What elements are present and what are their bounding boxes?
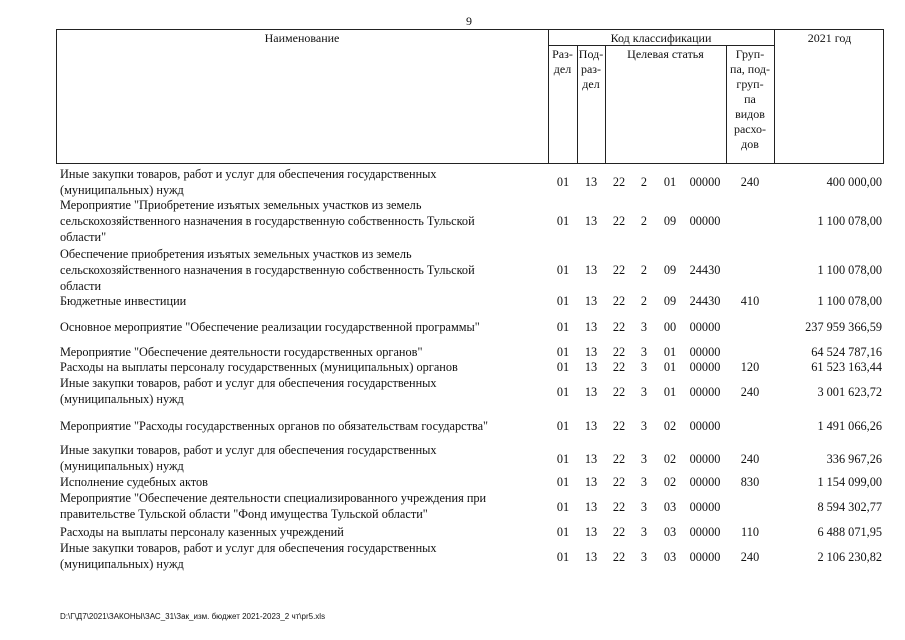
cell-target-program: 22 xyxy=(612,385,626,399)
cell-target-direction: 00000 xyxy=(689,214,721,228)
cell-podrazdel: 13 xyxy=(584,214,598,228)
cell-podrazdel: 13 xyxy=(584,360,598,374)
cell-target-event: 01 xyxy=(663,175,677,189)
cell-target-direction: 00000 xyxy=(689,475,721,489)
header-name: Наименование xyxy=(264,31,340,45)
cell-target-program: 22 xyxy=(612,500,626,514)
cell-target-event: 02 xyxy=(663,475,677,489)
cell-podrazdel: 13 xyxy=(584,263,598,277)
cell-target-event: 02 xyxy=(663,452,677,466)
cell-razdel: 01 xyxy=(556,385,570,399)
cell-target-event: 03 xyxy=(663,525,677,539)
cell-target-type: 3 xyxy=(640,360,648,374)
cell-podrazdel: 13 xyxy=(584,345,598,359)
header-vid: Груп- па, под- груп- па видов расхо- дов xyxy=(730,47,770,151)
cell-vid: 240 xyxy=(740,385,760,399)
cell-podrazdel: 13 xyxy=(584,550,598,564)
cell-target-type: 3 xyxy=(640,550,648,564)
cell-podrazdel: 13 xyxy=(584,175,598,189)
page-number: 9 xyxy=(466,14,472,28)
cell-target-direction: 24430 xyxy=(689,263,721,277)
cell-amount: 400 000,00 xyxy=(826,175,882,189)
cell-target-direction: 24430 xyxy=(689,294,721,308)
cell-podrazdel: 13 xyxy=(584,452,598,466)
cell-target-program: 22 xyxy=(612,345,626,359)
cell-target-event: 03 xyxy=(663,500,677,514)
row-name: Расходы на выплаты персоналу казенных учреждений xyxy=(60,525,344,539)
cell-vid: 240 xyxy=(740,452,760,466)
cell-podrazdel: 13 xyxy=(584,419,598,433)
header-year: 2021 год xyxy=(807,31,852,45)
row-name: Иные закупки товаров, работ и услуг для обеспечения государственных (муниципальных) нужд xyxy=(60,376,437,406)
cell-razdel: 01 xyxy=(556,452,570,466)
cell-target-type: 2 xyxy=(640,263,648,277)
cell-vid: 240 xyxy=(740,175,760,189)
cell-target-direction: 00000 xyxy=(689,525,721,539)
header-razdel: Раз- дел xyxy=(552,47,573,76)
row-name: Иные закупки товаров, работ и услуг для обеспечения государственных (муниципальных) нужд xyxy=(60,167,437,197)
row-name: Мероприятие "Обеспечение деятельности государственных органов" xyxy=(60,345,423,359)
cell-target-type: 2 xyxy=(640,214,648,228)
cell-target-program: 22 xyxy=(612,175,626,189)
cell-amount: 336 967,26 xyxy=(826,452,882,466)
cell-razdel: 01 xyxy=(556,475,570,489)
cell-target-direction: 00000 xyxy=(689,320,721,334)
cell-target-type: 2 xyxy=(640,175,648,189)
row-name: Иные закупки товаров, работ и услуг для обеспечения государственных (муниципальных) нужд xyxy=(60,443,437,473)
header-podrazdel: Под- раз- дел xyxy=(578,47,604,91)
row-name: Мероприятие "Расходы государственных органов по обязательствам государства" xyxy=(60,419,489,433)
cell-target-type: 3 xyxy=(640,475,648,489)
row-name: Иные закупки товаров, работ и услуг для обеспечения государственных (муниципальных) нужд xyxy=(60,541,437,571)
cell-razdel: 01 xyxy=(556,345,570,359)
cell-target-program: 22 xyxy=(612,320,626,334)
cell-target-type: 3 xyxy=(640,419,648,433)
cell-target-direction: 00000 xyxy=(689,360,721,374)
cell-razdel: 01 xyxy=(556,360,570,374)
header-divider xyxy=(774,29,775,164)
cell-target-program: 22 xyxy=(612,214,626,228)
row-name: Исполнение судебных актов xyxy=(60,475,208,489)
cell-target-type: 2 xyxy=(640,294,648,308)
cell-razdel: 01 xyxy=(556,175,570,189)
cell-target-program: 22 xyxy=(612,360,626,374)
row-name: Основное мероприятие "Обеспечение реализации государственной программы" xyxy=(60,320,480,334)
cell-razdel: 01 xyxy=(556,550,570,564)
row-name: Бюджетные инвестиции xyxy=(60,294,187,308)
cell-target-event: 09 xyxy=(663,294,677,308)
cell-razdel: 01 xyxy=(556,419,570,433)
cell-vid: 410 xyxy=(740,294,760,308)
row-name: Обеспечение приобретения изъятых земельных участков из земель сельскохозяйственного назначения в государственную собственность Тульской области xyxy=(60,247,475,293)
cell-target-type: 3 xyxy=(640,525,648,539)
row-name: Расходы на выплаты персоналу государственных (муниципальных) органов xyxy=(60,360,458,374)
cell-target-program: 22 xyxy=(612,525,626,539)
row-name: Мероприятие "Обеспечение деятельности специализированного учреждения при правительстве Тульской области "Фонд имущества Тульской области" xyxy=(60,491,487,521)
cell-amount: 1 100 078,00 xyxy=(817,214,882,228)
cell-target-event: 03 xyxy=(663,550,677,564)
cell-podrazdel: 13 xyxy=(584,475,598,489)
cell-target-type: 3 xyxy=(640,500,648,514)
cell-target-program: 22 xyxy=(612,419,626,433)
cell-vid: 120 xyxy=(740,360,760,374)
cell-podrazdel: 13 xyxy=(584,525,598,539)
cell-target-event: 01 xyxy=(663,385,677,399)
header-classification: Код классификации xyxy=(610,31,712,45)
cell-podrazdel: 13 xyxy=(584,385,598,399)
header-divider xyxy=(605,45,606,164)
cell-target-type: 3 xyxy=(640,320,648,334)
header-target: Целевая статья xyxy=(627,47,704,61)
cell-target-type: 3 xyxy=(640,385,648,399)
cell-razdel: 01 xyxy=(556,320,570,334)
cell-amount: 64 524 787,16 xyxy=(811,345,882,359)
cell-razdel: 01 xyxy=(556,214,570,228)
cell-target-event: 01 xyxy=(663,345,677,359)
cell-amount: 1 154 099,00 xyxy=(817,475,882,489)
cell-amount: 8 594 302,77 xyxy=(817,500,882,514)
cell-target-event: 01 xyxy=(663,360,677,374)
cell-razdel: 01 xyxy=(556,525,570,539)
cell-amount: 1 100 078,00 xyxy=(817,263,882,277)
cell-target-direction: 00000 xyxy=(689,500,721,514)
cell-vid: 110 xyxy=(741,525,759,539)
cell-target-direction: 00000 xyxy=(689,419,721,433)
cell-amount: 2 106 230,82 xyxy=(817,550,882,564)
cell-target-type: 3 xyxy=(640,345,648,359)
cell-target-direction: 00000 xyxy=(689,550,721,564)
cell-target-program: 22 xyxy=(612,475,626,489)
cell-amount: 6 488 071,95 xyxy=(817,525,882,539)
cell-razdel: 01 xyxy=(556,500,570,514)
cell-target-direction: 00000 xyxy=(689,385,721,399)
cell-amount: 1 491 066,26 xyxy=(817,419,882,433)
cell-amount: 3 001 623,72 xyxy=(817,385,882,399)
cell-target-program: 22 xyxy=(612,452,626,466)
cell-target-event: 09 xyxy=(663,263,677,277)
cell-amount: 237 959 366,59 xyxy=(805,320,882,334)
cell-target-program: 22 xyxy=(612,294,626,308)
cell-podrazdel: 13 xyxy=(584,500,598,514)
cell-target-event: 02 xyxy=(663,419,677,433)
cell-podrazdel: 13 xyxy=(584,294,598,308)
cell-target-event: 09 xyxy=(663,214,677,228)
cell-vid: 830 xyxy=(740,475,760,489)
cell-target-event: 00 xyxy=(663,320,677,334)
cell-podrazdel: 13 xyxy=(584,320,598,334)
row-name: Мероприятие "Приобретение изъятых земельных участков из земель сельскохозяйственного назначения в государственную собственность Тульской области" xyxy=(60,198,475,244)
cell-target-program: 22 xyxy=(612,550,626,564)
file-path-footer: D:\Г\Д7\2021\ЗАКОНЫ\ЗАС_31\Зак_изм. бюджет 2021-2023_2 чт\pr5.xls xyxy=(60,612,326,621)
cell-target-direction: 00000 xyxy=(689,175,721,189)
cell-amount: 1 100 078,00 xyxy=(817,294,882,308)
cell-vid: 240 xyxy=(740,550,760,564)
cell-razdel: 01 xyxy=(556,294,570,308)
cell-target-type: 3 xyxy=(640,452,648,466)
cell-target-direction: 00000 xyxy=(689,345,721,359)
cell-target-direction: 00000 xyxy=(689,452,721,466)
cell-amount: 61 523 163,44 xyxy=(811,360,882,374)
cell-target-program: 22 xyxy=(612,263,626,277)
cell-razdel: 01 xyxy=(556,263,570,277)
